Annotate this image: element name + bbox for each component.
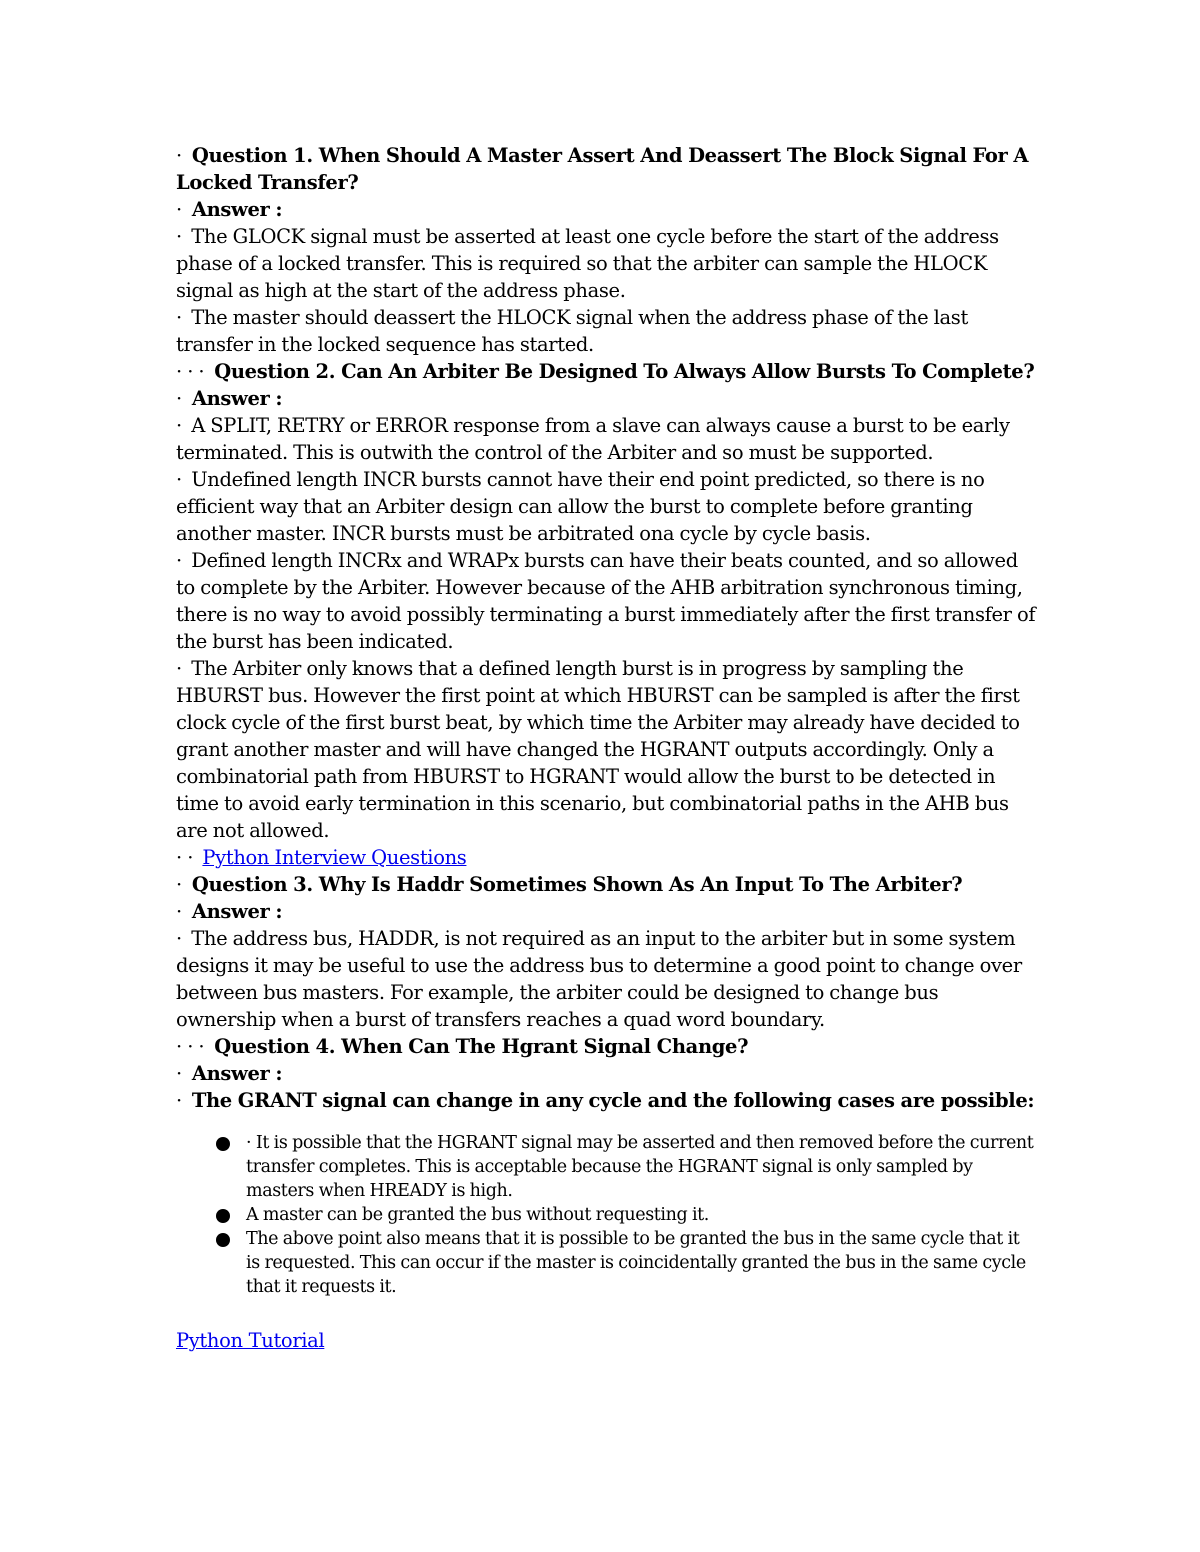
bullet-prefix: · · · — [176, 360, 205, 383]
bullet-prefix: · · — [176, 846, 194, 869]
bullet-glyph: · — [176, 468, 182, 491]
question-2-text: Question 2. Can An Arbiter Be Designed To Always Allow Bursts To Complete? — [214, 360, 1035, 383]
answer-label-text: Answer : — [191, 1062, 283, 1085]
answer-lead-text: The GRANT signal can change in any cycle and the following cases are possible: — [191, 1089, 1035, 1112]
list-item — [176, 1131, 1036, 1203]
filled-circle-bullet-icon — [216, 1233, 230, 1247]
list-item-text: The above point also means that it is possible to be granted the bus in the same cycle that it is requested. This can occur if the master is coincidentally granted the bus in the same cycle that it requests it. — [246, 1229, 1026, 1297]
answer-point — [176, 304, 1036, 358]
answer-label-text: Answer : — [191, 900, 283, 923]
answer-point-text: The Arbiter only knows that a defined length burst is in progress by sampling the HBURST bus. However the first point at which HBURST can be sampled is after the first clock cycle of the first burst beat, by which time the Arbiter may already have decided to grant another master and will have changed the HGRANT outputs accordingly. Only a combinatorial path from HBURST to HGRANT would allow the burst to be detected in time to avoid early termination in this scenario, but combinatorial paths in the AHB bus are not allowed. — [176, 657, 1020, 842]
question-1-title — [176, 142, 1036, 196]
bullet-glyph: · — [176, 225, 182, 248]
answer-point-text: The address bus, HADDR, is not required as an input to the arbiter but in some system designs it may be useful to use the address bus to determine a good point to change over between bus masters. For example, the arbiter could be designed to change bus ownership when a burst of transfers reaches a quad word boundary. — [176, 927, 1022, 1031]
answer-point — [176, 412, 1036, 466]
grant-cases-list — [176, 1131, 1036, 1299]
bullet-glyph: · — [176, 873, 182, 896]
answer-point — [176, 466, 1036, 547]
question-1-text: Question 1. When Should A Master Assert And Deassert The Block Signal For A Locked Transfer? — [176, 144, 1029, 194]
answer-point-text: Defined length INCRx and WRAPx bursts can have their beats counted, and so allowed to complete by the Arbiter. However because of the AHB arbitration synchronous timing, there is no way to avoid possibly terminating a burst immediately after the first transfer of the burst has been indicated. — [176, 549, 1036, 653]
interview-link-row — [176, 844, 1036, 871]
answer-label — [176, 385, 1036, 412]
question-4-section — [176, 1033, 1036, 1114]
answer-point-text: Undefined length INCR bursts cannot have their end point predicted, so there is no efficient way that an Arbiter design can allow the burst to complete before granting another master. INCR bursts must be arbitrated ona cycle by cycle basis. — [176, 468, 985, 545]
answer-label-text: Answer : — [191, 387, 283, 410]
bullet-glyph: · — [176, 1089, 182, 1112]
bullet-glyph: · — [176, 144, 182, 167]
question-3-title — [176, 871, 1036, 898]
filled-circle-bullet-icon — [216, 1137, 230, 1151]
answer-label-text: Answer : — [191, 198, 283, 221]
bullet-glyph: · — [176, 387, 182, 410]
bullet-glyph: · — [176, 306, 182, 329]
bullet-glyph: · — [176, 657, 182, 680]
bullet-glyph: · — [176, 900, 182, 923]
answer-label — [176, 898, 1036, 925]
bullet-prefix: · · · — [176, 1035, 205, 1058]
bullet-glyph: · — [176, 414, 182, 437]
question-3-text: Question 3. Why Is Haddr Sometimes Shown As An Input To The Arbiter? — [191, 873, 963, 896]
question-4-text: Question 4. When Can The Hgrant Signal Change? — [214, 1035, 749, 1058]
list-item-text: · It is possible that the HGRANT signal may be asserted and then removed before the current transfer completes. This is acceptable because the HGRANT signal is only sampled by masters when HREADY is high. — [246, 1133, 1034, 1201]
footer-link-row — [176, 1327, 1036, 1354]
question-4-title — [176, 1033, 1036, 1060]
python-tutorial-link[interactable]: Python Tutorial — [176, 1329, 325, 1352]
bullet-glyph: · — [176, 549, 182, 572]
question-2-section — [176, 358, 1036, 844]
question-3-section — [176, 871, 1036, 1033]
answer-point — [176, 547, 1036, 655]
answer-point — [176, 655, 1036, 844]
list-item — [176, 1203, 1036, 1227]
bullet-glyph: · — [176, 927, 182, 950]
bullet-glyph: · — [176, 198, 182, 221]
document-page — [176, 142, 1036, 1354]
python-interview-questions-link[interactable]: Python Interview Questions — [202, 846, 467, 869]
answer-point — [176, 223, 1036, 304]
answer-lead — [176, 1087, 1036, 1114]
answer-point — [176, 925, 1036, 1033]
answer-label — [176, 1060, 1036, 1087]
filled-circle-bullet-icon — [216, 1209, 230, 1223]
list-item-text: A master can be granted the bus without requesting it. — [246, 1205, 709, 1225]
answer-label — [176, 196, 1036, 223]
bullet-glyph: · — [176, 1062, 182, 1085]
list-item — [176, 1227, 1036, 1299]
answer-point-text: A SPLIT, RETRY or ERROR response from a slave can always cause a burst to be early terminated. This is outwith the control of the Arbiter and so must be supported. — [176, 414, 1010, 464]
answer-point-text: The master should deassert the HLOCK signal when the address phase of the last transfer in the locked sequence has started. — [176, 306, 968, 356]
answer-point-text: The GLOCK signal must be asserted at least one cycle before the start of the address phase of a locked transfer. This is required so that the arbiter can sample the HLOCK signal as high at the start of the address phase. — [176, 225, 999, 302]
question-2-title — [176, 358, 1036, 385]
question-1-section — [176, 142, 1036, 358]
